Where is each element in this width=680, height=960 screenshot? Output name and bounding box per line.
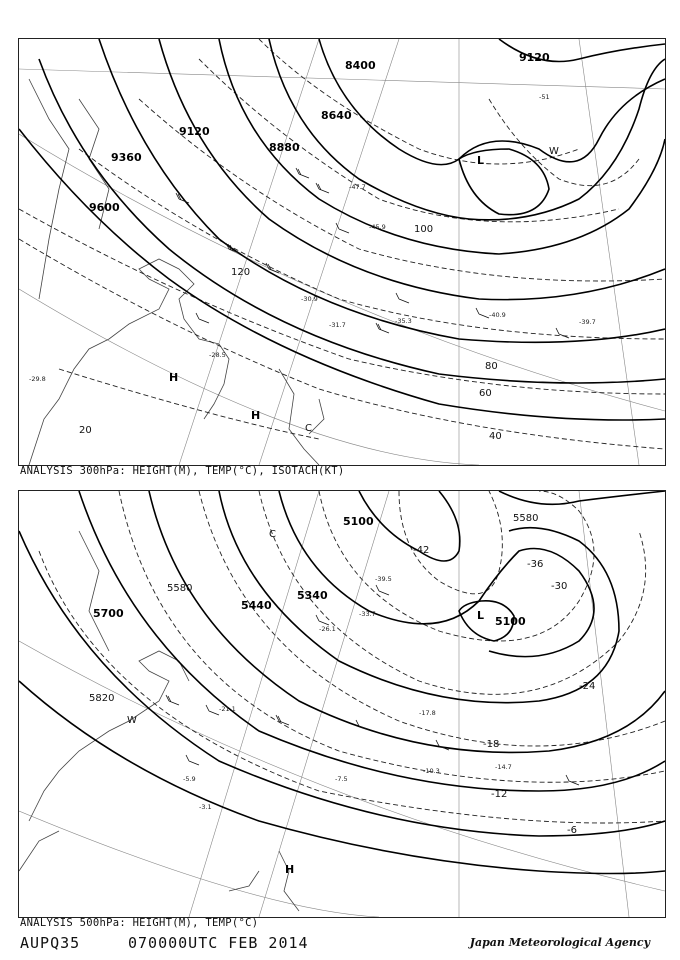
height-label: 5100 bbox=[343, 515, 374, 528]
chart-id: AUPQ35 bbox=[20, 934, 81, 952]
temp-label: -39.7 bbox=[579, 318, 596, 326]
height-label: 5100 bbox=[495, 615, 526, 628]
map-500hpa bbox=[18, 490, 666, 918]
temp-label: -17.8 bbox=[419, 709, 436, 717]
isotach-label: 120 bbox=[231, 267, 251, 278]
graticule bbox=[19, 39, 665, 465]
valid-time: 070000UTC FEB 2014 bbox=[128, 934, 309, 952]
isotach-label: 80 bbox=[485, 361, 498, 372]
height-label: 5820 bbox=[89, 693, 115, 704]
height-label: 5440 bbox=[241, 599, 272, 612]
temp-label: -40.9 bbox=[489, 311, 506, 319]
isotherm-label: -30 bbox=[551, 581, 568, 592]
height-label: 5340 bbox=[297, 589, 328, 602]
high-center-label: H bbox=[285, 863, 295, 876]
temp-label: -31.7 bbox=[329, 321, 346, 329]
height-label: 9360 bbox=[111, 151, 142, 164]
isotach-label: 40 bbox=[489, 431, 502, 442]
temp-label: -14.7 bbox=[495, 763, 512, 771]
temp-label: -45.9 bbox=[369, 223, 386, 231]
panel-caption-300hpa: ANALYSIS 300hPa: HEIGHT(M), TEMP(°C), ISOTACH(KT) bbox=[20, 465, 345, 477]
height-label: 5580 bbox=[167, 583, 193, 594]
temp-label: -29.8 bbox=[29, 375, 46, 383]
height-label: 8880 bbox=[269, 141, 300, 154]
warm-center-label: W bbox=[549, 146, 559, 157]
temp-label: -3.1 bbox=[199, 803, 212, 811]
isotherm-label: -18 bbox=[483, 739, 500, 750]
temp-label: -26.1 bbox=[319, 625, 336, 633]
temp-label: -35.3 bbox=[395, 317, 412, 325]
height-label: 8640 bbox=[321, 109, 352, 122]
temp-label: -30.9 bbox=[301, 295, 318, 303]
map-300hpa-svg bbox=[19, 39, 665, 465]
isotach-label: 100 bbox=[414, 224, 434, 235]
graticule bbox=[19, 491, 665, 917]
temp-label: -28.5 bbox=[209, 351, 226, 359]
height-label: 5580 bbox=[513, 513, 539, 524]
isotach-lines bbox=[19, 39, 665, 449]
agency-name: Japan Meteorological Agency bbox=[469, 936, 650, 949]
cold-center-label: C bbox=[305, 423, 312, 434]
isotherm-label: -36 bbox=[527, 559, 544, 570]
high-center-label: H bbox=[169, 371, 179, 384]
temp-label: -51 bbox=[539, 93, 550, 101]
height-label: 5700 bbox=[93, 607, 124, 620]
isotherm-label: -42 bbox=[413, 545, 430, 556]
temp-label: -7.5 bbox=[335, 775, 348, 783]
isotherm-lines bbox=[39, 491, 665, 823]
temp-label: -10.3 bbox=[423, 767, 440, 775]
map-500hpa-svg bbox=[19, 491, 665, 917]
temp-label: -21.1 bbox=[219, 705, 236, 713]
isotherm-label: -24 bbox=[579, 681, 596, 692]
height-label: 9600 bbox=[89, 201, 120, 214]
isotherm-label: -12 bbox=[491, 789, 508, 800]
height-label: 8400 bbox=[345, 59, 376, 72]
coastline bbox=[19, 531, 299, 911]
temp-label: -5.9 bbox=[183, 775, 196, 783]
height-label: 9120 bbox=[179, 125, 210, 138]
low-center-label: L bbox=[477, 154, 485, 167]
temp-label: -33.7 bbox=[359, 610, 376, 618]
cold-center-label: C bbox=[269, 529, 276, 540]
panel-caption-500hpa: ANALYSIS 500hPa: HEIGHT(M), TEMP(°C) bbox=[20, 917, 259, 929]
isotach-label: 60 bbox=[479, 388, 492, 399]
height-label: 9120 bbox=[519, 51, 550, 64]
map-300hpa bbox=[18, 38, 666, 466]
height-contours bbox=[19, 491, 665, 874]
temp-label: -39.5 bbox=[375, 575, 392, 583]
temp-label: -47.7 bbox=[349, 183, 366, 191]
isotach-label: 20 bbox=[79, 425, 92, 436]
high-center-label: H bbox=[251, 409, 261, 422]
low-center-label: L bbox=[477, 609, 485, 622]
warm-center-label: W bbox=[127, 715, 137, 726]
isotherm-label: -6 bbox=[567, 825, 577, 836]
height-contours bbox=[19, 39, 665, 420]
